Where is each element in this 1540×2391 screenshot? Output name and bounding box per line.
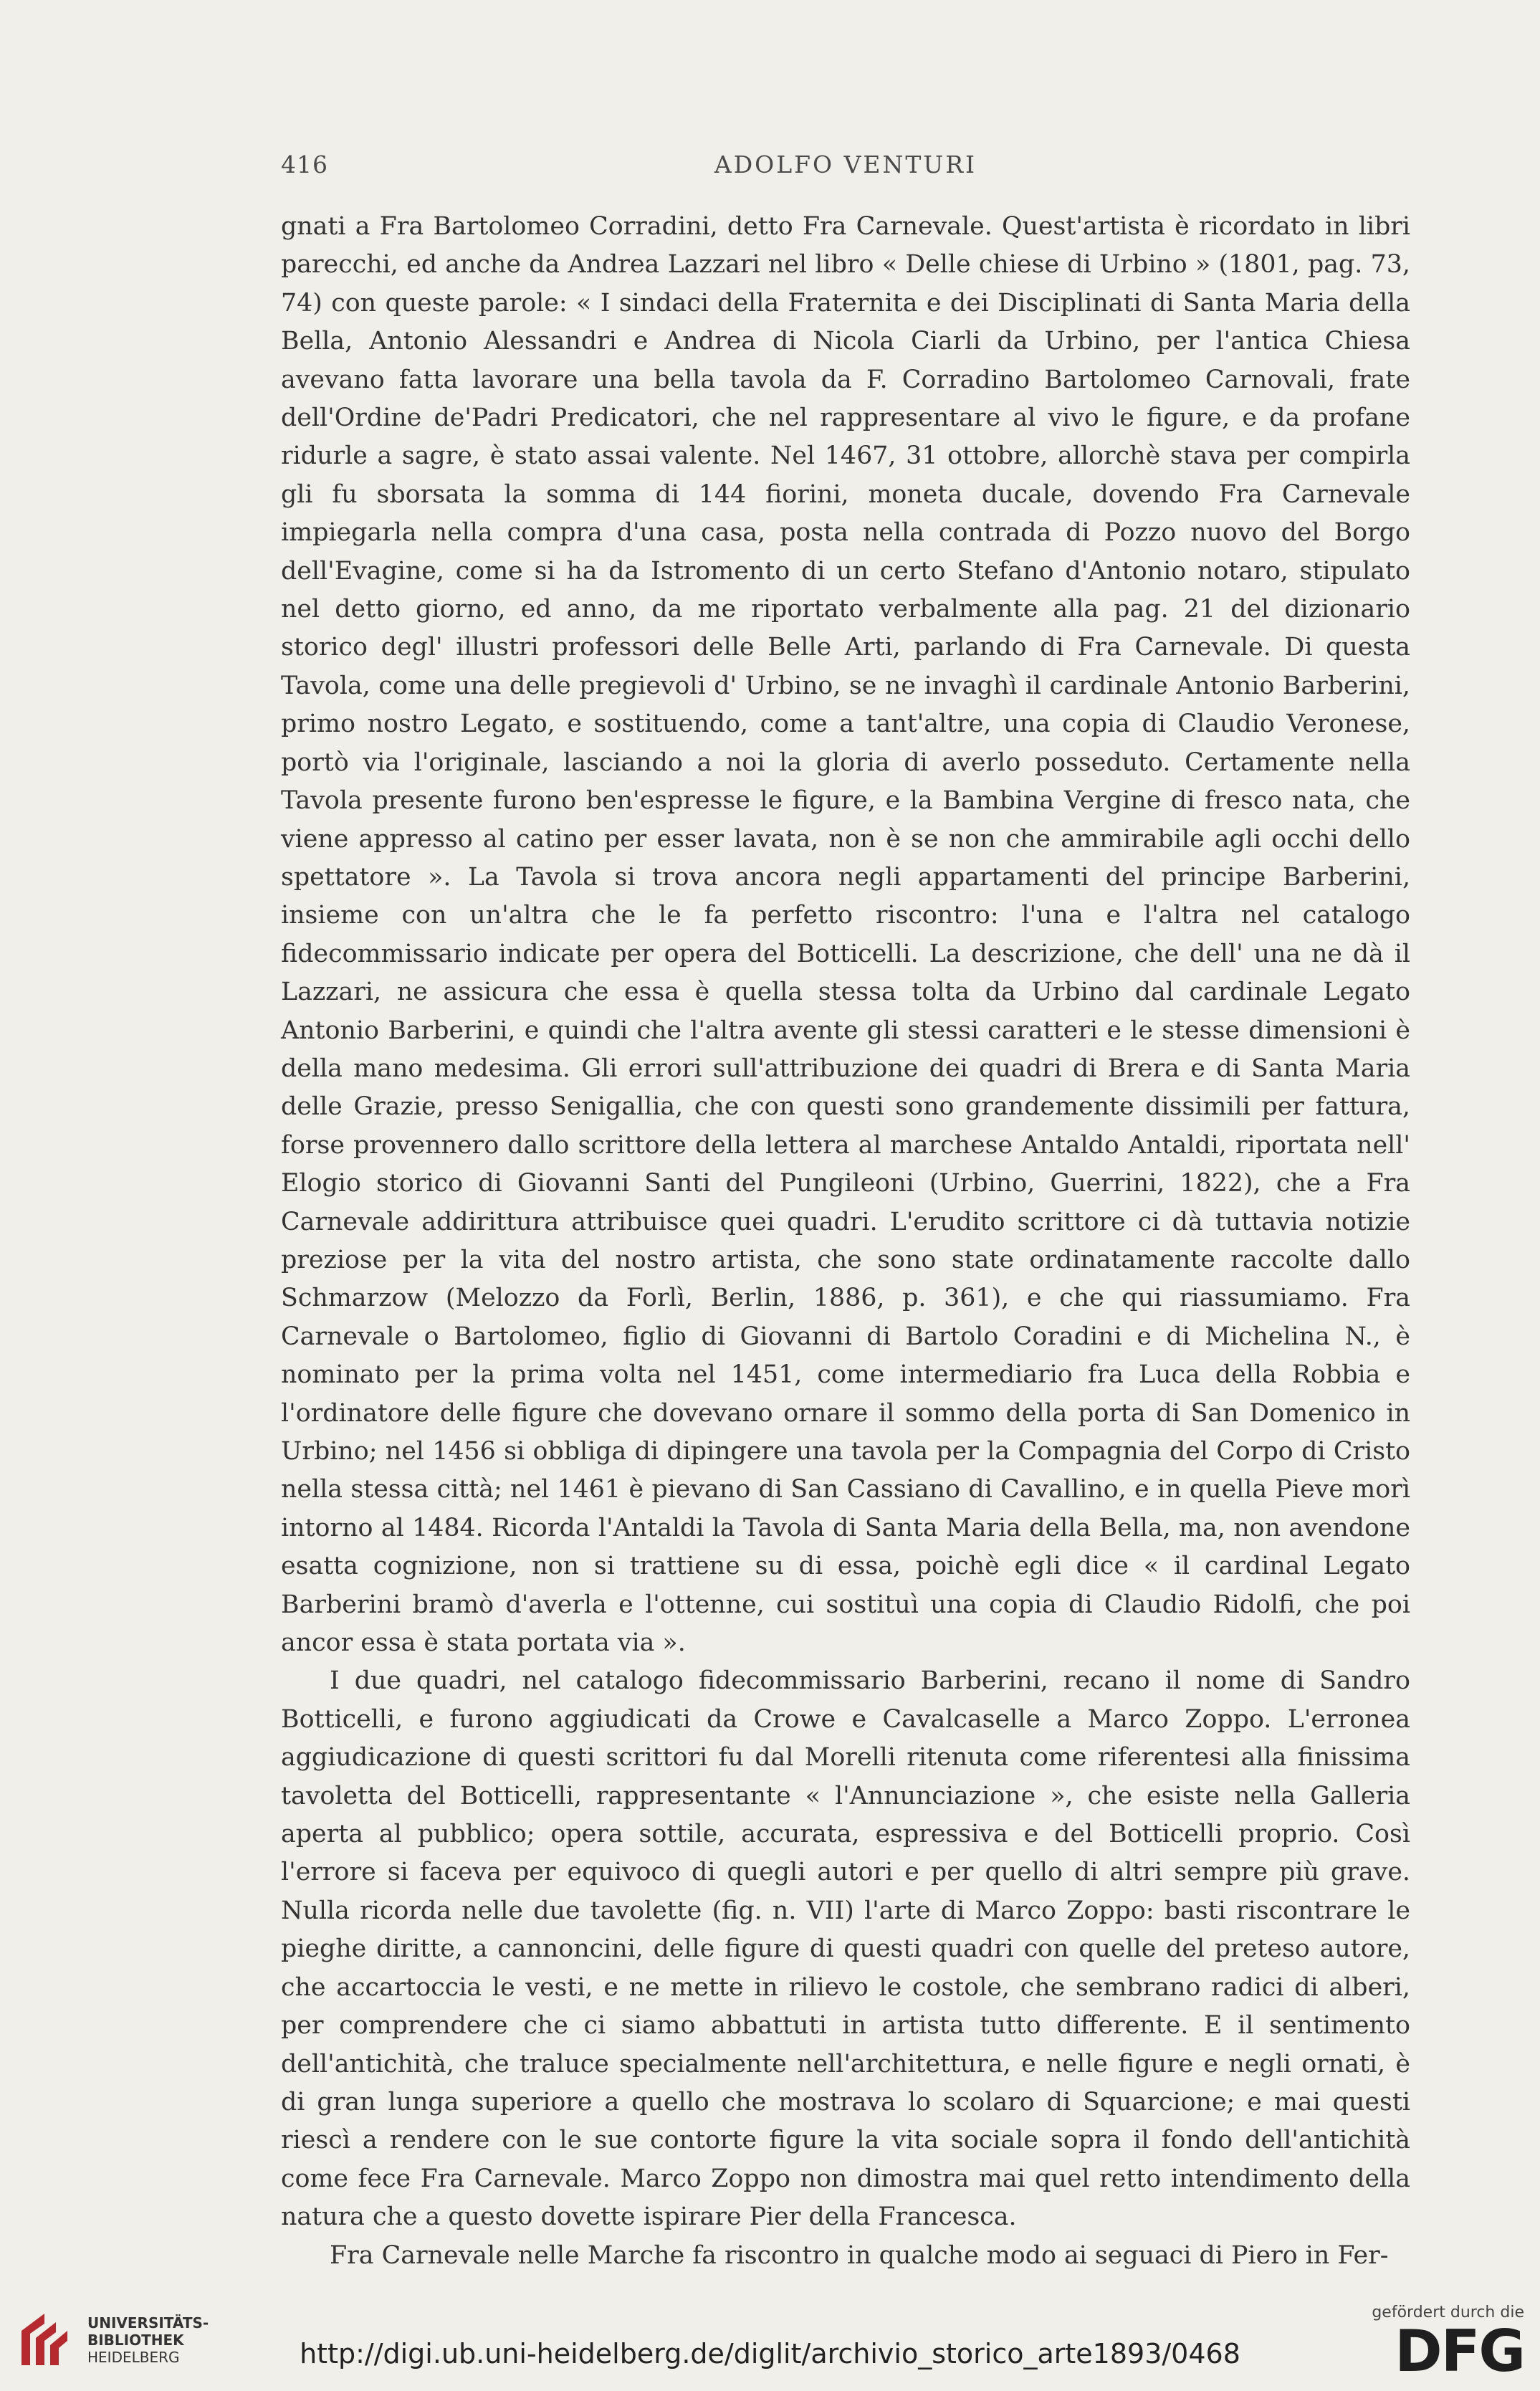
library-name-line2: BIBLIOTHEK [87,2332,184,2349]
sponsor-label: gefördert durch die [1372,2304,1524,2321]
body-text [281,208,1410,2275]
sponsor [1372,2304,1524,2385]
footer [0,2294,1540,2391]
paragraph-2: I due quadri, nel catalogo fidecommissario Barberini, recano il nome di Sandro Botticelli, e furono aggiudicati da Crowe e Cavalcaselle a Marco Zoppo. L'erronea aggiudicazione di questi scrittori fu dal Morelli ritenuta come riferentesi alla finissima tavoletta del Botticelli, rappresentante « l'Annunciazione », che esiste nella Galleria aperta al pubblico; opera sottile, accurata, espressiva e del Botticelli proprio. Così l'errore si faceva per equivoco di quegli autori e per quello di altri sempre più grave. Nulla ricorda nelle due tavolette (fig. n. VII) l'arte di Marco Zoppo: basti riscontrare le pieghe diritte, a cannoncini, delle figure di questi quadri con quelle del preteso autore, che accartoccia le vesti, e ne mette in rilievo le costole, che sembrano radici di alberi, per comprendere che ci siamo abbattuti in artista tutto differente. E il sentimento dell'antichità, che traluce specialmente nell'architettura, e nelle figure e negli ornati, è di gran lunga superiore a quello che mostrava lo scolaro di Squarcione; e mai questi riescì a rendere con le sue contorte figure la vita sociale sopra il fondo dell'antichità come fece Fra Carnevale. Marco Zoppo non dimostra mai quel retto intendimento della natura che a questo dovette ispirare Pier della Francesca. [281,1666,1410,2232]
source-url[interactable]: http://digi.ub.uni-heidelberg.de/diglit/archivio_storico_arte1893/0468 [300,2338,1240,2369]
library-name-line3: HEIDELBERG [87,2349,180,2366]
paragraph-3: Fra Carnevale nelle Marche fa riscontro in qualche modo ai seguaci di Piero in Fer- [330,2240,1389,2270]
running-head: ADOLFO VENTURI [714,151,977,178]
dfg-logo: DFG [1395,2318,1524,2385]
paragraph-1: gnati a Fra Bartolomeo Corradini, detto Fra Carnevale. Quest'artista è ricordato in libri parecchi, ed anche da Andrea Lazzari nel libro « Delle chiese di Urbino » (1801, pag. 73, 74) con queste parole: « I sindaci della Fraternita e dei Disciplinati di Santa Maria della Bella, Antonio Alessandri e Andrea di Nicola Ciarli da Urbino, per l'antica Chiesa avevano fatta lavorare una bella tavola da F. Corradino Bartolomeo Carnovali, frate dell'Ordine de'Padri Predicatori, che nel rappresentare al vivo le figure, e da profane ridurle a sagre, è stato assai valente. Nel 1467, 31 ottobre, allorchè stava per compirla gli fu sborsata la somma di 144 fiorini, moneta ducale, dovendo Fra Carnevale impiegarla nella compra d'una casa, posta nella contrada di Pozzo nuovo del Borgo dell'Evagine, come si ha da Istromento di un certo Stefano d'Antonio notaro, stipulato nel detto giorno, ed anno, da me riportato verbalmente alla pag. 21 del dizionario storico degl' illustri professori delle Belle Arti, parlando di Fra Carnevale. Di questa Tavola, come una delle pregievoli d' Urbino, se ne invaghì il cardinale Antonio Barberini, primo nostro Legato, e sostituendo, come a tant'altre, una copia di Claudio Veronese, portò via l'originale, lasciando a noi la gloria di averlo posseduto. Certamente nella Tavola presente furono ben'espresse le figure, e la Bambina Vergine di fresco nata, che viene appresso al catino per esser lavata, non è se non che ammirabile agli occhi dello spettatore ». La Tavola si trova ancora negli appartamenti del principe Barberini, insieme con un'altra che le fa perfetto riscontro: l'una e l'altra nel catalogo fidecommissario indicate per opera del Botticelli. La descrizione, che dell' una ne dà il Lazzari, ne assicura che essa è quella stessa tolta da Urbino dal cardinale Legato Antonio Barberini, e quindi che l'altra avente gli stessi caratteri e le stesse dimensioni è della mano medesima. Gli errori sull'attribuzione dei quadri di Brera e di Santa Maria delle Grazie, presso Senigallia, che con questi sono grandemente dissimili per fattura, forse provennero dallo scrittore della lettera al marchese Antaldo Antaldi, riportata nell' Elogio storico di Giovanni Santi del Pungileoni (Urbino, Guerrini, 1822), che a Fra Carnevale addirittura attribuisce quei quadri. L'erudito scrittore ci dà tuttavia notizie preziose per la vita del nostro artista, che sono state ordinatamente raccolte dallo Schmarzow (Melozzo da Forlì, Berlin, 1886, p. 361), e che qui riassumiamo. Fra Carnevale o Bartolomeo, figlio di Giovanni di Bartolo Coradini e di Michelina N., è nominato per la prima volta nel 1451, come intermediario fra Luca della Robbia e l'ordinatore delle figure che dovevano ornare il sommo della porta di San Domenico in Urbino; nel 1456 si obbliga di dipingere una tavola per la Compagnia del Corpo di Cristo nella stessa città; nel 1461 è pievano di San Cassiano di Cavallino, e in quella Pieve morì intorno al 1484. Ricorda l'Antaldi la Tavola di Santa Maria della Bella, ma, non avendone esatta cognizione, non si trattiene su di essa, poichè egli dice « il cardinal Legato Barberini bramò d'averla e l'ottenne, cui sostituì una copia di Claudio Ridolfi, che poi ancor essa è stata portata via ». [281,212,1410,1658]
page-number: 416 [281,151,328,178]
page-header [281,151,1410,194]
library-name-line1: UNIVERSITÄTS- [87,2314,209,2332]
